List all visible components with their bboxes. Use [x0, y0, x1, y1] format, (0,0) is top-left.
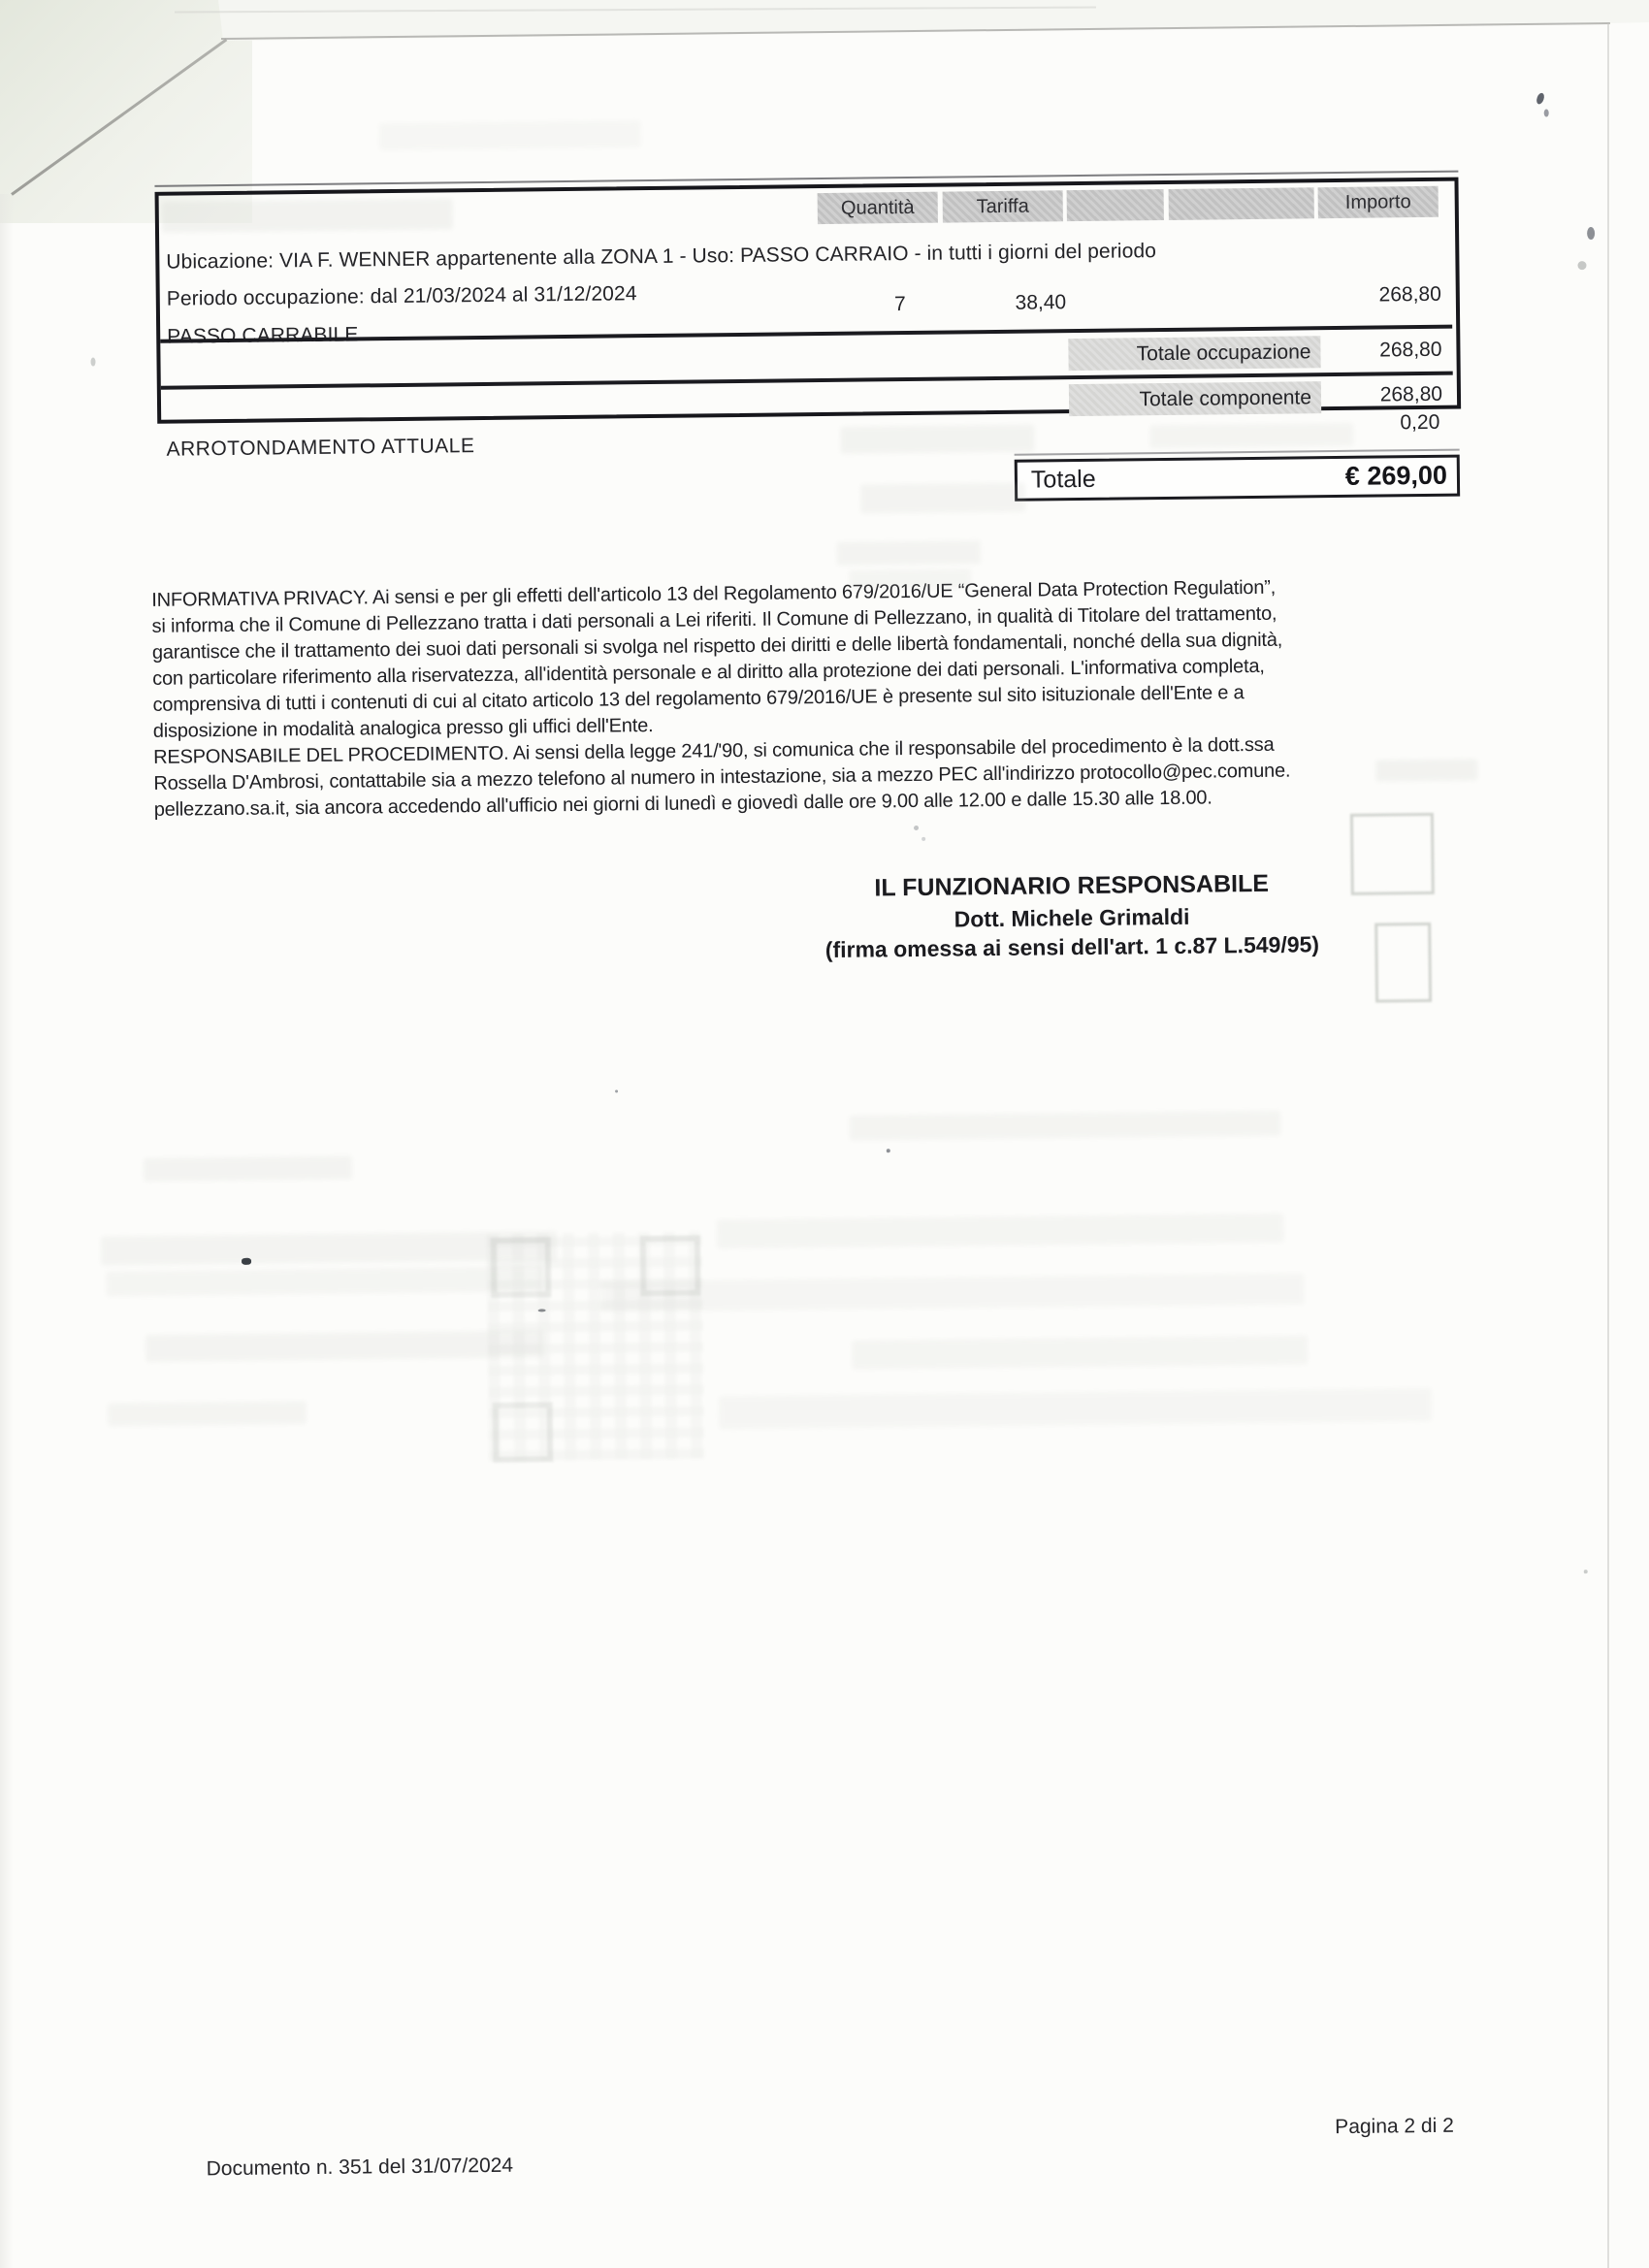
ink-speck — [242, 1258, 251, 1265]
bleedthrough-ghost — [106, 1266, 542, 1296]
totale-label: Totale — [1030, 465, 1096, 494]
totale-box — [1015, 455, 1460, 502]
ink-speck — [1577, 261, 1586, 270]
privacy-line-3: garantisce che il trattamento dei suoi dati personali si svolga nel rispetto dei diritti e delle libertà fondamentali, nonché della sua dignità, — [151, 629, 1283, 664]
bleedthrough-stamp-ghost — [1374, 923, 1432, 1003]
cell-importo: 268,80 — [1378, 282, 1441, 307]
arrotondamento-value: 0,20 — [1400, 410, 1440, 435]
bleedthrough-ghost — [719, 1388, 1432, 1429]
ink-speck — [1587, 227, 1595, 240]
ink-speck — [1536, 92, 1546, 106]
bleedthrough-ghost — [852, 1335, 1308, 1369]
bleedthrough-ghost — [1375, 759, 1477, 781]
cell-quantita: 7 — [893, 293, 906, 316]
periodo-occupazione-line: Periodo occupazione: dal 21/03/2024 al 31/12/2024 — [166, 282, 637, 310]
qr-finder-ghost — [640, 1236, 701, 1297]
bleedthrough-ghost — [849, 1111, 1280, 1141]
bleedthrough-ghost — [600, 1273, 1304, 1312]
ubicazione-line: Ubicazione: VIA F. WENNER appartenente alla ZONA 1 - Uso: PASSO CARRAIO - in tutti i giorni del periodo — [166, 240, 1157, 274]
privacy-line-5: comprensiva di tutti i contenuti di cui al citato articolo 13 del regolamento 679/2016/UE è presente sul sito isituzionale dell'Ente e a — [152, 682, 1245, 716]
bleedthrough-ghost — [108, 1401, 307, 1426]
ink-speck — [1584, 1570, 1588, 1573]
ink-speck — [922, 837, 925, 841]
qr-finder-ghost — [491, 1237, 552, 1298]
totale-componente-label-cell: Totale componente — [1069, 381, 1321, 416]
ink-speck — [914, 826, 919, 830]
documento-number-footer: Documento n. 351 del 31/07/2024 — [206, 2154, 514, 2181]
funzionario-name: Dott. Michele Grimaldi — [954, 903, 1190, 932]
responsabile-line-2: Rossella D'Ambrosi, contattabile sia a mezzo telefono al numero in intestazione, sia a mezzo PEC all'indirizzo protocollo@pec.comune. — [153, 760, 1291, 794]
ink-speck — [887, 1149, 890, 1152]
column-header-empty-2 — [1169, 187, 1314, 220]
funzionario-signature-note: (firma omessa ai sensi dell'art. 1 c.87 L.549/95) — [824, 931, 1320, 963]
column-header-quantita: Quantità — [818, 192, 938, 224]
responsabile-line-1: RESPONSABILE DEL PROCEDIMENTO. Ai sensi della legge 241/'90, si comunica che il responsabile del procedimento è la dott.ssa — [153, 733, 1275, 768]
bleedthrough-ghost — [379, 120, 641, 150]
column-header-tariffa: Tariffa — [943, 190, 1063, 222]
ink-speck — [90, 358, 95, 367]
privacy-line-4: con particolare riferimento alla riservatezza, all'identità personale e al diritto alla protezione dei dati personali. L'informativa completa, — [152, 655, 1265, 690]
bleedthrough-ghost — [849, 568, 971, 589]
bleedthrough-ghost — [1149, 423, 1353, 448]
totale-occupazione-value: 268,80 — [1379, 338, 1442, 362]
page-number-footer: Pagina 2 di 2 — [1335, 2114, 1454, 2139]
bleedthrough-ghost — [717, 1214, 1284, 1249]
bleedthrough-ghost — [144, 1156, 352, 1182]
privacy-line-2: si informa che il Comune di Pellezzano tratta i dati personali a Lei riferiti. Il Comune di Pellezzano, in qualità di Titolare del trattamento, — [151, 602, 1277, 637]
bleedthrough-ghost — [860, 483, 1025, 514]
column-header-empty-1 — [1067, 189, 1164, 221]
bleedthrough-ghost — [162, 198, 453, 232]
ink-speck — [615, 1089, 618, 1092]
privacy-line-1: INFORMATIVA PRIVACY. Ai sensi e per gli effetti dell'articolo 13 del Regolamento 679/2016/UE “General Data Protection Regulation”, — [151, 576, 1277, 611]
responsabile-line-3: pellezzano.sa.it, sia ancora accedendo all'ufficio nei giorni di lunedì e giovedì dalle ore 9.00 alle 12.00 e dalle 15.30 alle 18.00. — [153, 787, 1212, 821]
bleedthrough-ghost — [146, 1330, 543, 1362]
totale-componente-value: 268,80 — [1379, 382, 1443, 406]
bleedthrough-stamp-ghost — [1350, 813, 1435, 895]
cell-tariffa: 38,40 — [1015, 291, 1067, 314]
column-header-importo: Importo — [1318, 186, 1439, 218]
funzionario-title: IL FUNZIONARIO RESPONSABILE — [874, 869, 1270, 902]
totale-value: € 269,00 — [1344, 460, 1448, 491]
bleedthrough-ghost — [837, 540, 981, 566]
bleedthrough-ghost — [840, 425, 1034, 454]
arrotondamento-label: ARROTONDAMENTO ATTUALE — [166, 435, 475, 461]
ink-speck — [1544, 110, 1549, 117]
qr-finder-ghost — [493, 1402, 554, 1463]
totale-occupazione-label-cell: Totale occupazione — [1068, 336, 1320, 371]
voce-passo-carrabile: PASSO CARRABILE — [167, 323, 359, 348]
privacy-line-6: disposizione in modalità analogica presso gli uffici dell'Ente. — [152, 715, 654, 742]
